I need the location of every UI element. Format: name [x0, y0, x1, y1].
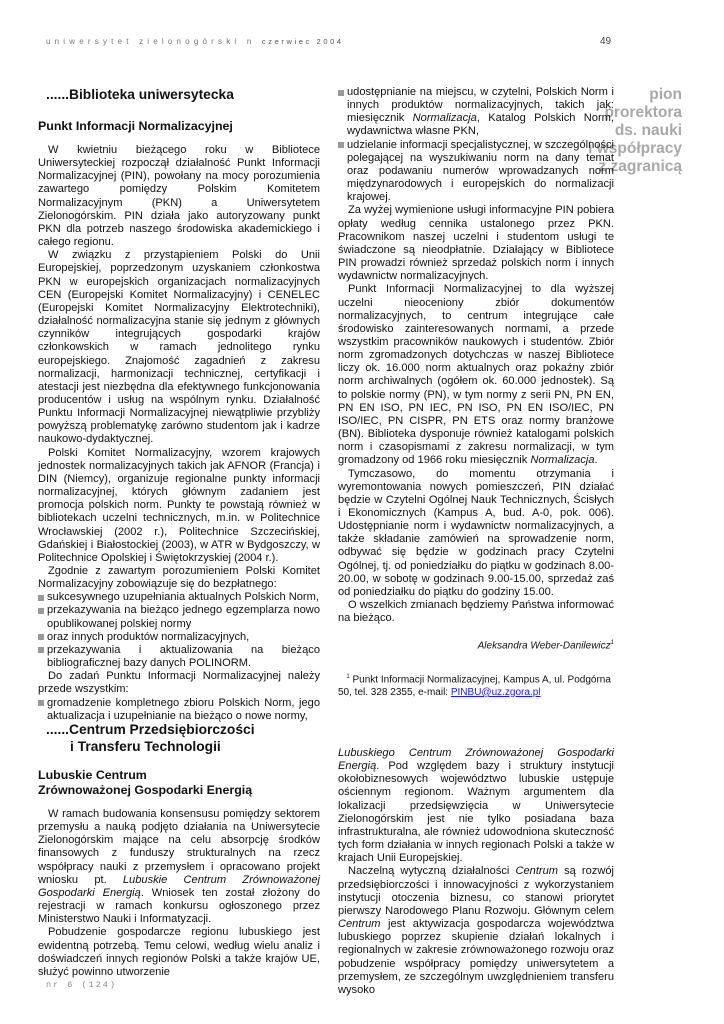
article2-left-column [38, 721, 321, 978]
paragraph [338, 283, 614, 467]
paragraph-continued [338, 747, 614, 865]
list-item: udzielanie informacji specjalistycznej, w szczególności polegającej na wyszukiwaniu norm na dany temat oraz podawaniu numerów wprowadzanych norm międzynarodowych i europejskich do normalizacji krajowej. [338, 139, 614, 205]
side-label-line: z zagranicą [598, 158, 682, 175]
obligations-list [38, 591, 320, 670]
paragraph: Zgodnie z zawartym porozumieniem Polski Komitet Normalizacyjny zobowiązuje się do bezpłatnego: [38, 565, 320, 591]
title-line: Zrównoważonej Gospodarki Energią [38, 783, 253, 797]
paragraph: Polski Komitet Normalizacyjny, wzorem krajowych jednostek normalizacyjnych takich jak AFNOR (Francja) i DIN (Niemcy), organizuje regionalne punkty informacji normalizacyjnej, których głównym zadaniem jest promocja polskich norm. Punkty te powstają również w bibliotekach uczelni technicznych, m.in. w Politechnice Wrocławskiej (2002 r.), Politechnice Szczecińskiej, Gdańskiej i Białostockiej (2003), w ATR w Bydgoszczy, w Politechnice Opolskiej i Świętokrzyskiej (2004 r.). [38, 446, 320, 564]
header-separator: n [246, 37, 256, 46]
list-item: przekazywania i aktualizowania na bieżąco bibliograficznej bazy danych POLINORM. [38, 644, 320, 670]
page-number: 49 [600, 36, 612, 47]
side-label-line: ds. nauki [614, 122, 682, 139]
section-heading [46, 721, 320, 755]
paragraph: Tymczasowo, do momentu otrzymania i wyremontowania nowych pomieszczeń, PIN działać będzie w Czytelni Ogólnej Nauk Technicznych, Ścisłych i Ekonomicznych (Kampus A, bud. A-0, pok. 006). Udostępnianie norm i wydawnictw normalizacyjnych, a także składanie zamówień na sprowadzenie norm, odbywać się będzie w godzinach pracy Czytelni Ogólnej, tj. od poniedziałku do piątku w godzinach 8.00-20.00, w sobotę w godzinach 9.00-15.00, sprzedaż zaś od poniedziałku do piątku do godziny 15.00. [338, 467, 614, 598]
heading-line: ......Centrum Przedsiębiorczości [46, 722, 255, 737]
text: . Wniosek ten został złożony do rejestracji w ramach konkursu ogłoszonego przez Ministerstwo Nauki i Informatyzacji. [38, 886, 320, 926]
paragraph: W związku z przystąpieniem Polski do Unii Europejskiej, poprzedzonym uzyskaniem członkostwa PKN w europejskich organizacjach normalizacyjnych CEN (Europejski Komitet Normalizacyjny) i CENELEC (Europejski Komitet Normalizacyjny Elektrotechniki), działalność normalizacyjna stanie się jednym z głównych czynników integrujących gospodarki krajów członkowskich w ramach jednolitego rynku europejskiego. Znajomość zagadnień z zakresu normalizacji, harmonizacji technicznej, certyfikacji i atestacji jest niezbędna dla efektywnego funkcjonowania producentów i usług na wspólnym rynku. Działalność Punktu Informacji Normalizacyjnej niewątpliwie przybliży powyższą problematykę zarówno studentom jak i kadrze naukowo-dydaktycznej. [38, 249, 320, 446]
email-link[interactable]: PINBU@uz.zgora.pl [450, 686, 541, 698]
tasks-list-continued [338, 86, 614, 204]
text: udostępnianie na miejscu, w czytelni, Polskich Norm i innych produktów normalizacyjnych, takich jak: miesięcznik [347, 86, 614, 125]
footnote-mark: 1 [610, 640, 614, 647]
running-header [46, 37, 344, 46]
article1-left-column [38, 86, 320, 723]
italic-text: Centrum [515, 865, 559, 878]
article1-right-column [338, 86, 614, 699]
text: jest aktywizacja gospodarcza województwa lubuskiego poprzez skupienie działań lokalnych i regionalnych w zakresie zrównoważonego rozwoju oraz pobudzenie współpracy pomiędzy uniwersytetem a przemysłem, ze szczególnym uwzględnieniem transferu wysoko [338, 918, 614, 996]
italic-text: Normalizacja [530, 454, 595, 467]
author-signature [338, 637, 614, 652]
text: W ramach budowania konsensusu pomiędzy sektorem przemysłu a nauką podjęto działania na Uniwersytecie Zielonogórskim mające na celu absorpcję środków finansowych z funduszy strukturalnych na rzecz współpracy nauki z przemysłem i opracowano projekt wniosku pt. [38, 808, 320, 886]
author-name: Aleksandra Weber-Danilewicz [477, 640, 611, 652]
list-item: przekazywania na bieżąco jednego egzemplarza nowo opublikowanej polskiej normy [38, 604, 320, 630]
article-title: Punkt Informacji Normalizacyjnej [38, 119, 233, 133]
issue-footer: nr 6 (124) [46, 980, 118, 990]
paragraph: Za wyżej wymienione usługi informacyjne PIN pobiera opłaty według cennika ustalonego przez PKN. Pracownikom naszej uczelni i studentom usługi te świadczone są nieodpłatnie. Działający w Bibliotece PIN prowadzi również sprzedaż polskich norm i innych wydawnictw normalizacyjnych. [338, 204, 614, 283]
text: Punkt Informacji Normalizacyjnej to dla wyższej uczelni nieoceniony zbiór dokumentów normalizacyjnych, to centrum integrujące całe środowisko zainteresowanych normami, a przede wszystkim pracowników naukowych i studentów. Zbiór norm zgromadzonych dotychczas w naszej Bibliotece liczy ok. 16.000 norm aktualnych oraz pokaźny zbiór norm archiwalnych (ogółem ok. 60.000 jednostek). Są to polskie normy (PN), w tym normy z serii PN, PN EN, PN EN ISO, PN IEC, PN ISO, PN EN ISO/IEC, PN ISO/IEC, PN CISPR, PN ETS oraz normy branżowe (BN). Biblioteka dysponuje również katalogami polskich norm i czasopismami z zakresu normalizacji, w tym gromadzony od 1966 roku miesięcznik [338, 283, 614, 467]
text: , Katalog Polskich Norm, wydawnictwa własne PKN, [347, 112, 614, 138]
paragraph [38, 926, 320, 978]
side-label-line: prorektora [604, 104, 682, 121]
list-item: oraz innych produktów normalizacyjnych, [38, 631, 320, 644]
text: Pobudzenie gospodarcze regionu lubuskiego jest ewidentną potrzebą. Temu celowi, według wielu analiz i doświadczeń innych regionów Polski a także krajów UE, służyć powinno utworzenie [38, 926, 320, 978]
text: Naczelną wytyczną działalności [348, 865, 516, 878]
section-heading: ......Biblioteka uniwersytecka [46, 87, 234, 102]
side-label-line: i współpracy [588, 140, 682, 157]
italic-text: Centrum [338, 918, 381, 931]
italic-text: Normalizacja [412, 112, 477, 125]
footnote-mark: 1 [346, 673, 350, 680]
tasks-list [38, 697, 320, 723]
journal-name: uniwersytet zielonogórski [46, 37, 241, 46]
list-item: gromadzenie kompletnego zbioru Polskich Norm, jego aktualizacja i uzupełnianie na bieżąco o nowe normy, [38, 697, 320, 723]
italic-text: Lubuskiego Centrum Zrównoważonej Gospodarki Energią [338, 747, 614, 773]
italic-text: Lubuskie Centrum Zrównoważonej Gospodarki Energią [38, 873, 321, 899]
article-title [38, 768, 320, 798]
issue-date: czerwiec 2004 [261, 37, 344, 46]
text: . [594, 454, 598, 467]
paragraph [338, 865, 614, 997]
article2-right-column [338, 747, 614, 997]
paragraph: Do zadań Punktu Informacji Normalizacyjnej należy przede wszystkim: [38, 670, 320, 696]
list-item: sukcesywnego uzupełniania aktualnych Polskich Norm, [38, 591, 320, 604]
side-label-line: pion [649, 86, 682, 103]
text: . Pod względem bazy i struktury instytucji okołobiznesowych województwo lubuskie ustępuje ościennym regionom. Ważnym argumentem dla lokalizacji przedsięwzięcia w Uniwersytecie Zielonogórskim jest nie tylko posiadana baza infrastrukturalna, ale również udowodniona skuteczność tych form działania w innych regionach Polski a także w krajach Unii Europejskiej. [338, 760, 614, 865]
paragraph: W kwietniu bieżącego roku w Bibliotece Uniwersyteckiej rozpoczął działalność Punkt Informacji Normalizacyjnej (PIN), powołany na mocy porozumienia zawartego pomiędzy Polskim Komitetem Normalizacyjnym (PKN) a Uniwersytetem Zielonogórskim. PIN działa jako autoryzowany punkt PKN dla potrzeb naszego środowiska akademickiego i całego regionu. [38, 144, 320, 249]
footnote [338, 671, 614, 699]
text: są rozwój przedsiębiorczości i innowacyjności z wykorzystaniem instytucji otoczenia biznesu, co stanowi priorytet pierwszy Narodowego Planu Rozwoju. Głównym celem [338, 865, 614, 917]
title-line: Lubuskie Centrum [38, 768, 147, 782]
paragraph [38, 808, 320, 926]
list-item [338, 86, 614, 139]
heading-line: i Transferu Technologii [70, 739, 221, 754]
footnote-text: Punkt Informacji Normalizacyjnej, Kampus A, ul. Podgórna 50, tel. 328 2355, e-mail: [338, 674, 611, 698]
paragraph: O wszelkich zmianach będziemy Państwa informować na bieżąco. [338, 599, 614, 625]
